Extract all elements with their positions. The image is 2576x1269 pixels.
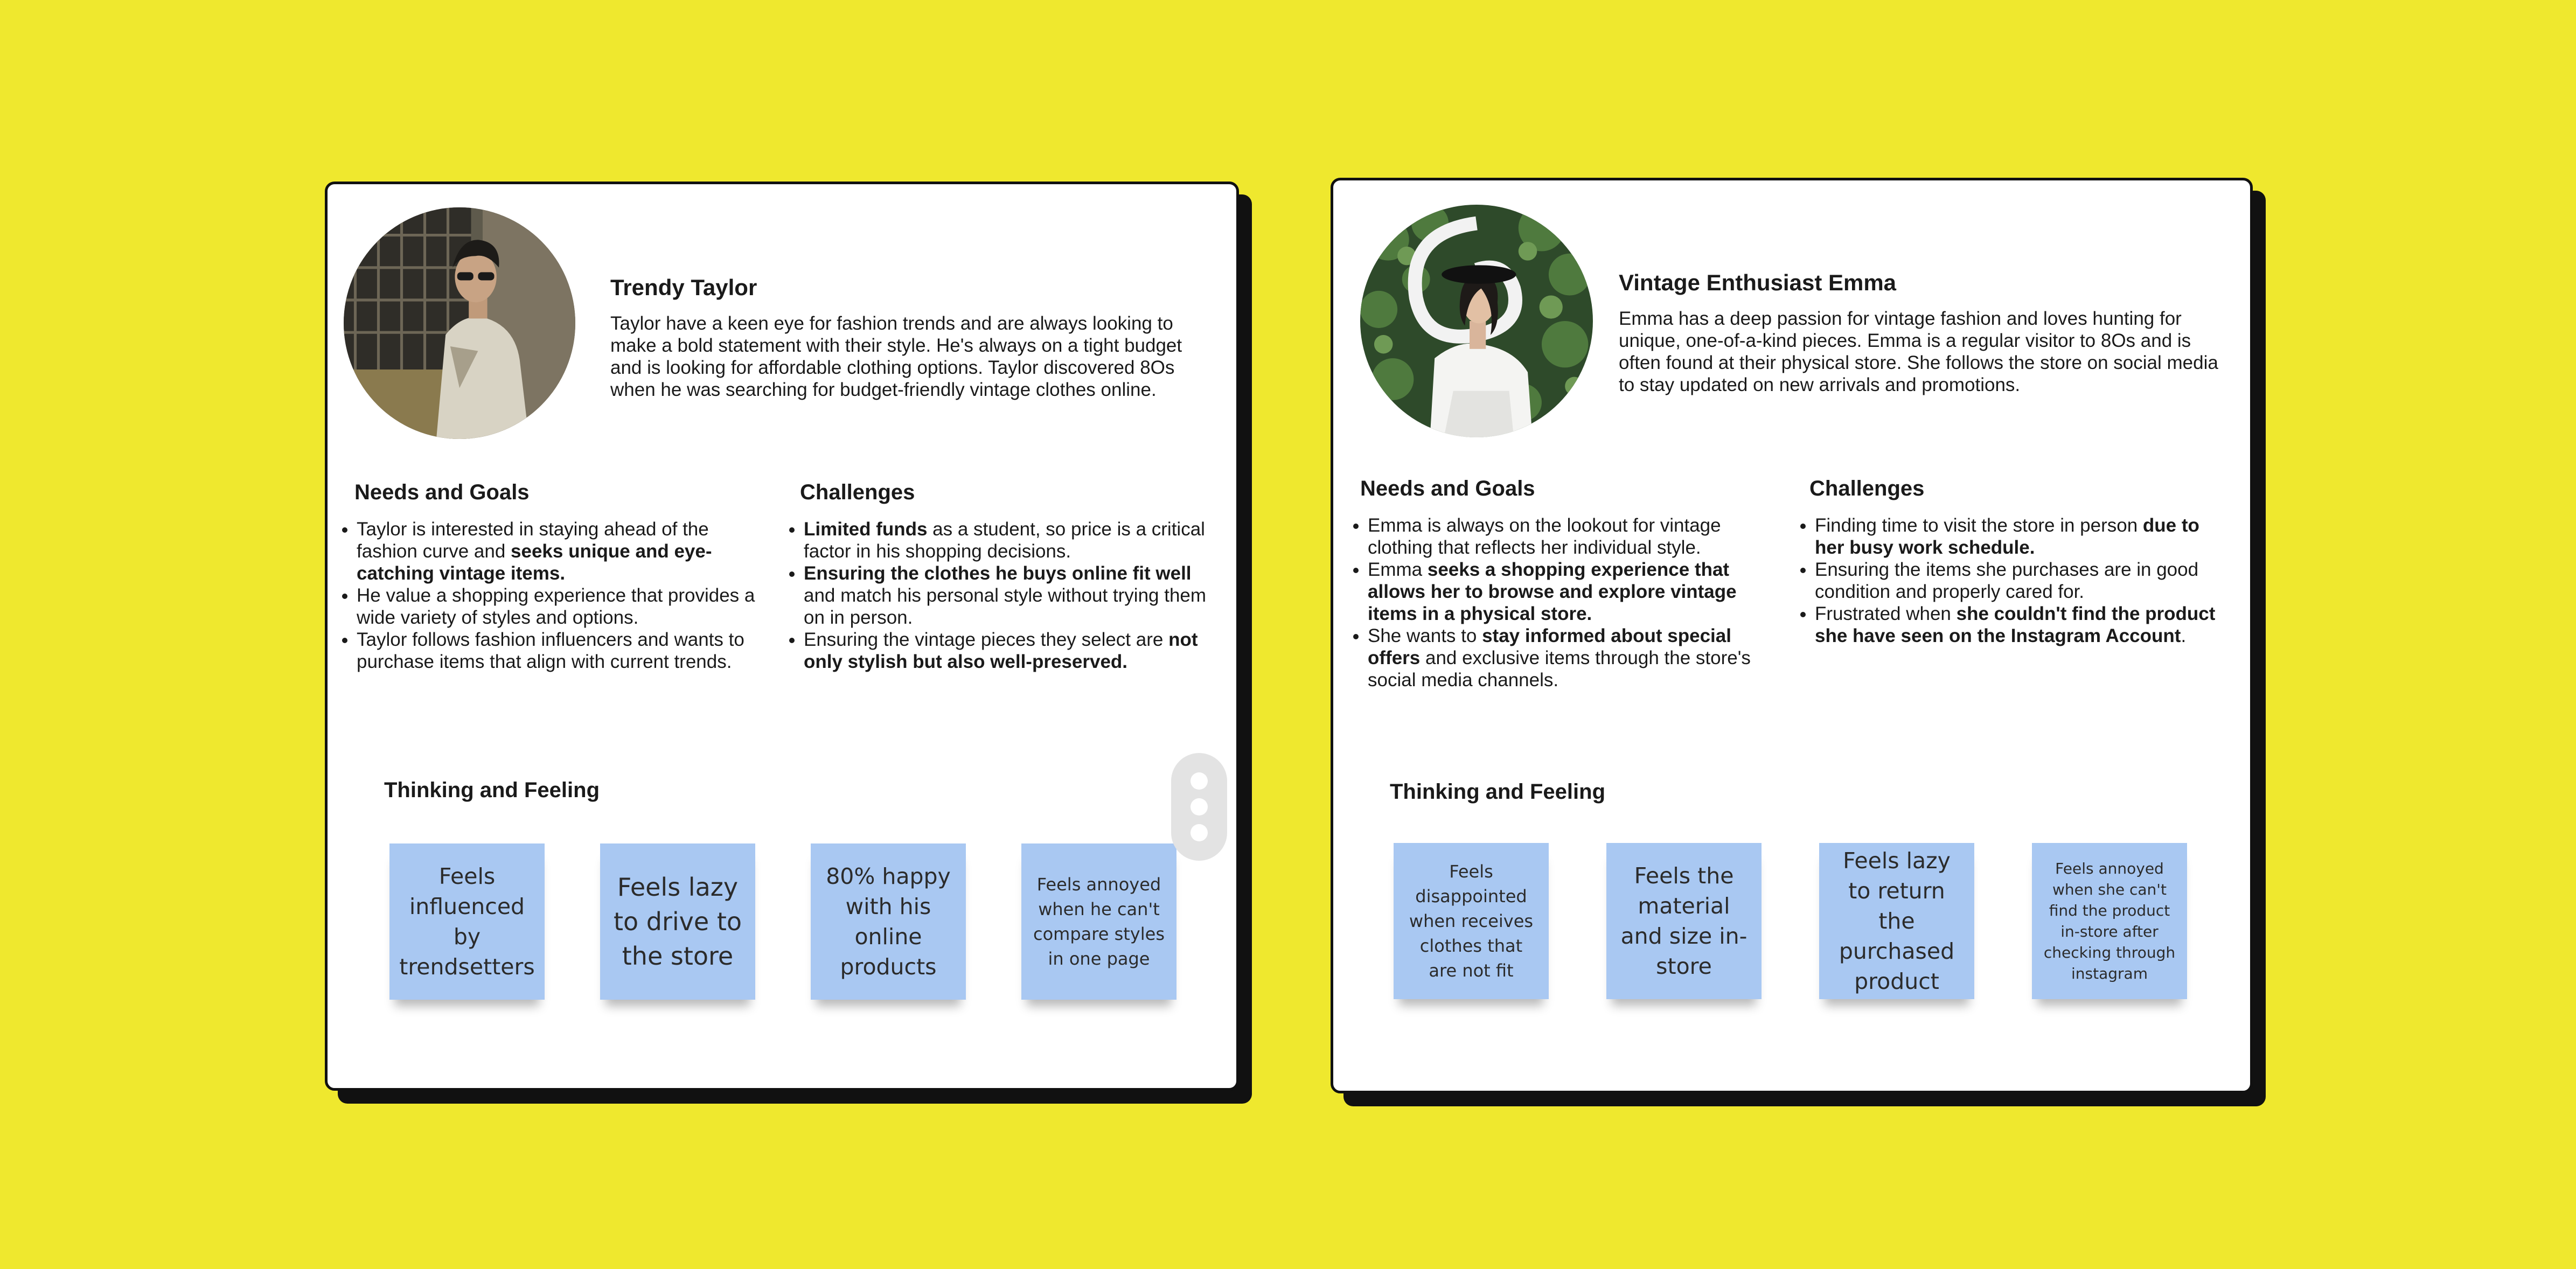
sticky-note[interactable]: 80% happy with his online products	[811, 843, 966, 1000]
persona-card-vintage-emma	[1331, 178, 2253, 1093]
dot	[1190, 772, 1208, 790]
needs-goals-title: Needs and Goals	[1360, 477, 1535, 500]
persona-card-trendy-taylor	[325, 182, 1239, 1091]
needs-goals-title: Needs and Goals	[354, 480, 530, 504]
sticky-note[interactable]: Feels disappointed when receives clothes that are not fit	[1394, 843, 1549, 999]
list-item: • Finding time to visit the store in person due to her busy work schedule.	[1815, 514, 2224, 559]
list-item: • Emma is always on the lookout for vintage clothing that reflects her individual style.	[1368, 514, 1783, 559]
list-item: • She wants to stay informed about special offers and exclusive items through the store's social media channels.	[1368, 625, 1783, 691]
thinking-feeling-title: Thinking and Feeling	[384, 778, 600, 802]
sticky-note[interactable]: Feels annoyed when he can't compare styles in one page	[1021, 843, 1176, 1000]
list-item: • Ensuring the items she purchases are in good condition and properly cared for.	[1815, 559, 2224, 603]
persona-bio: Taylor have a keen eye for fashion trends and are always looking to make a bold statement with their style. He's always on a tight budget and is looking for affordable clothing options. Taylor discovered 8Os when he was searching for budget-friendly vintage clothes online.	[610, 313, 1182, 400]
list-item: • Limited funds as a student, so price is a critical factor in his shopping decisions.	[804, 518, 1213, 562]
needs-goals-list	[328, 518, 755, 673]
challenges-list	[775, 518, 1213, 673]
persona-avatar-taylor	[344, 207, 575, 439]
thinking-feeling-title: Thinking and Feeling	[1390, 780, 1605, 804]
dot	[1190, 798, 1208, 815]
list-item: • Taylor is interested in staying ahead of the fashion curve and seeks unique and eye-catching vintage items.	[357, 518, 755, 584]
persona-name: Vintage Enthusiast Emma	[1619, 270, 1897, 295]
sticky-note[interactable]: Feels annoyed when she can't find the product in-store after checking through instagram	[2032, 843, 2187, 999]
more-vertical-icon[interactable]	[1171, 753, 1227, 861]
list-item: • He value a shopping experience that provides a wide variety of styles and options.	[357, 584, 755, 629]
persona-bio: Emma has a deep passion for vintage fashion and loves hunting for unique, one-of-a-kind pieces. Emma is a regular visitor to 8Os and is often found at their physical store. She follows the store on social media to stay updated on new arrivals and promotions.	[1619, 308, 2218, 395]
needs-goals-list	[1339, 514, 1783, 691]
sticky-note[interactable]: Feels the material and size in-store	[1606, 843, 1762, 999]
sticky-note[interactable]: Feels influenced by trendsetters	[389, 843, 545, 1000]
persona-avatar-emma	[1360, 205, 1593, 437]
sticky-note[interactable]: Feels lazy to return the purchased product	[1819, 843, 1974, 999]
challenges-title: Challenges	[800, 480, 915, 504]
list-item: • Taylor follows fashion influencers and wants to purchase items that align with current trends.	[357, 629, 755, 673]
persona-name: Trendy Taylor	[610, 275, 757, 300]
dot	[1190, 824, 1208, 841]
challenges-title: Challenges	[1809, 477, 1925, 500]
challenges-list	[1786, 514, 2224, 647]
sticky-note[interactable]: Feels lazy to drive to the store	[600, 843, 755, 1000]
list-item: • Emma seeks a shopping experience that allows her to browse and explore vintage items in a physical store.	[1368, 559, 1783, 625]
list-item: • Ensuring the clothes he buys online fit well and match his personal style without trying them on in person.	[804, 562, 1213, 629]
list-item: • Frustrated when she couldn't find the product she have seen on the Instagram Account.	[1815, 603, 2224, 647]
list-item: • Ensuring the vintage pieces they select are not only stylish but also well-preserved.	[804, 629, 1213, 673]
